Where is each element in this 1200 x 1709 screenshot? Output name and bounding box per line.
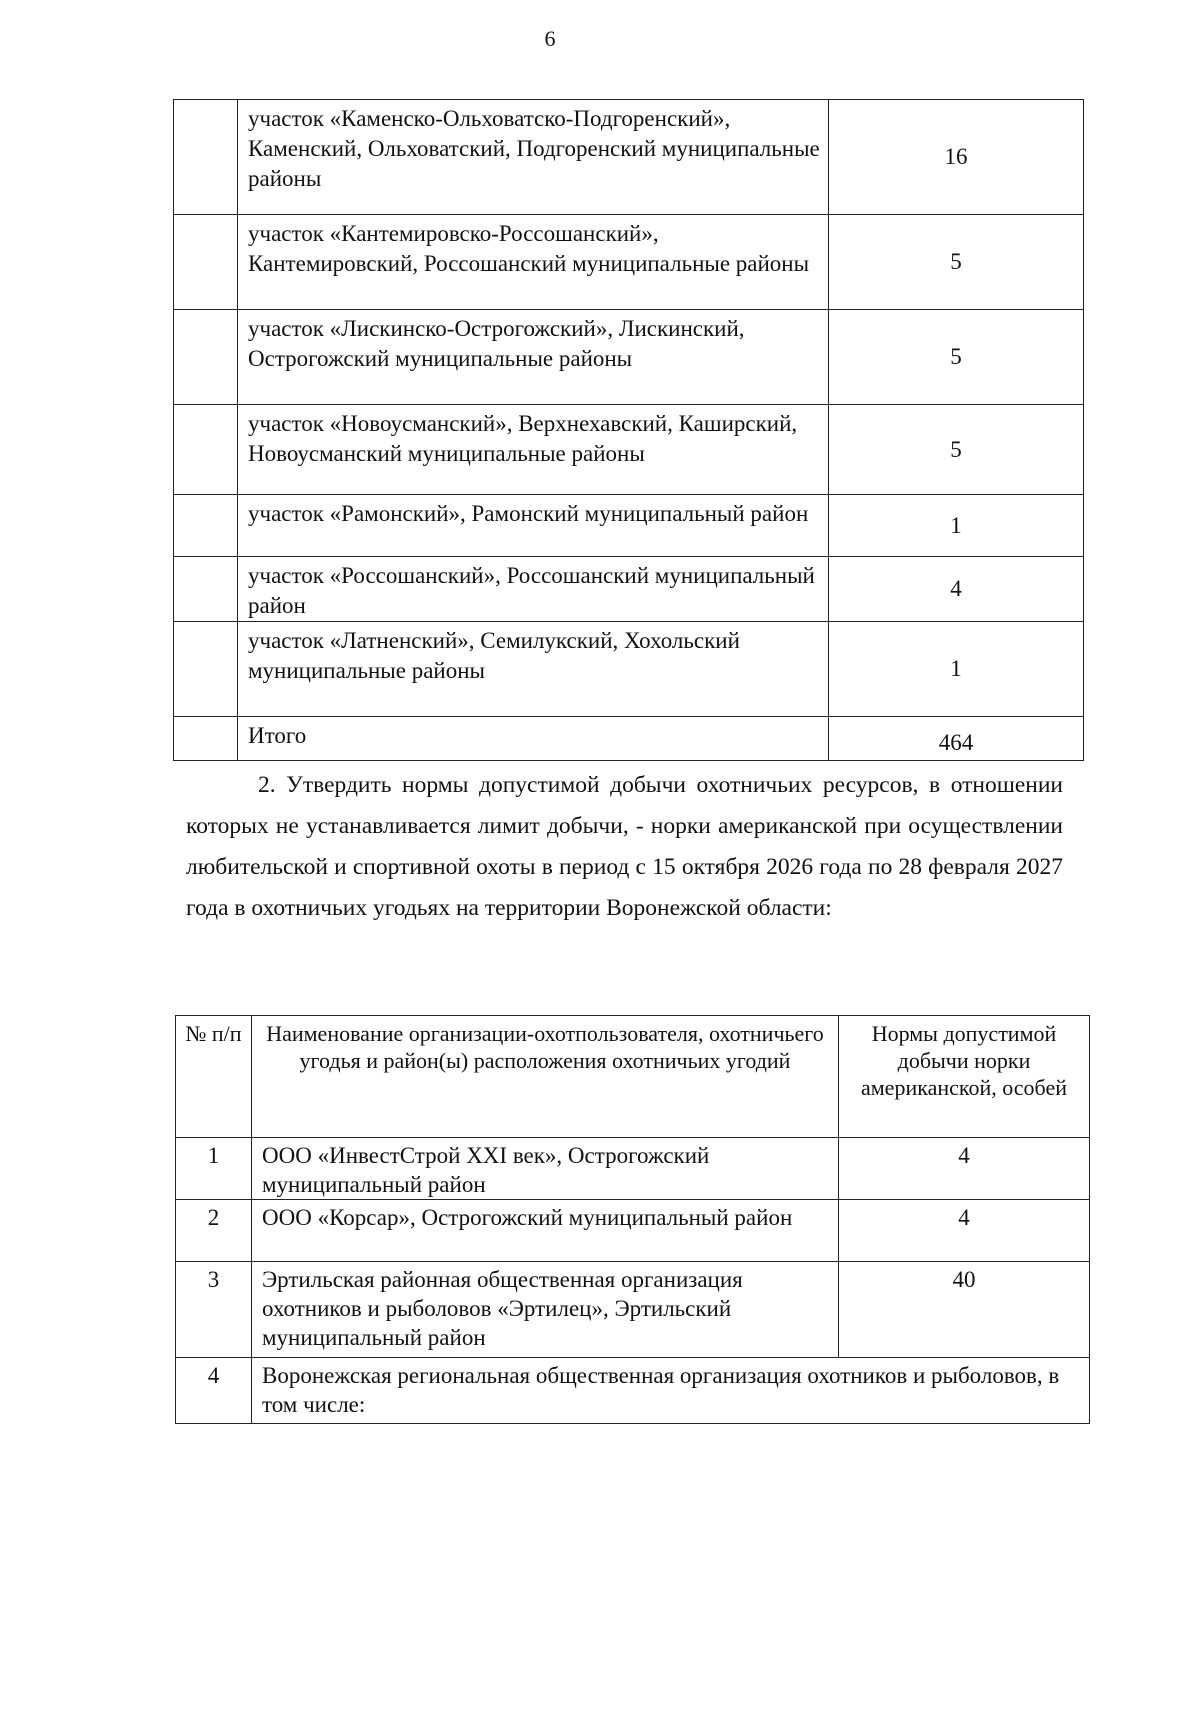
- total-row: [174, 717, 1084, 761]
- norm-value-cell: 40: [839, 1262, 1090, 1358]
- empty-cell: [174, 717, 238, 761]
- org-name-cell: Эртильская районная общественная организация охотников и рыболовов «Эртилец», Эртильский муниципальный район: [252, 1262, 839, 1358]
- area-value-cell: 5: [829, 215, 1084, 310]
- area-value-cell: 4: [829, 557, 1084, 622]
- empty-cell: [174, 495, 238, 557]
- empty-cell: [174, 405, 238, 495]
- row-num: 4: [176, 1358, 252, 1424]
- area-name-cell: участок «Россошанский», Россошанский муниципальный район: [238, 557, 829, 622]
- area-value-cell: 5: [829, 405, 1084, 495]
- row-num: 1: [176, 1138, 252, 1200]
- area-name-cell: участок «Каменско-Ольховатско-Подгоренский», Каменский, Ольховатский, Подгоренский муниципальные районы: [238, 100, 829, 215]
- header-org: Наименование организации-охотпользователя, охотничьего угодья и район(ы) расположения охотничьих угодий: [252, 1016, 839, 1138]
- table-row: [176, 1358, 1090, 1424]
- area-value-cell: 1: [829, 622, 1084, 717]
- empty-cell: [174, 622, 238, 717]
- table-row: [174, 622, 1084, 717]
- norm-value-cell: 4: [839, 1200, 1090, 1262]
- area-name-cell: участок «Рамонский», Рамонский муниципальный район: [238, 495, 829, 557]
- org-name-cell: Воронежская региональная общественная организация охотников и рыболовов, в том числе:: [252, 1358, 1090, 1424]
- org-name-cell: ООО «Корсар», Острогожский муниципальный район: [252, 1200, 839, 1262]
- empty-cell: [174, 310, 238, 405]
- header-norm: Нормы допустимой добычи норки американской, особей: [839, 1016, 1090, 1138]
- hunting-areas-table: [173, 99, 1084, 761]
- org-name-cell: ООО «ИнвестСтрой XXI век», Острогожский муниципальный район: [252, 1138, 839, 1200]
- row-num: 3: [176, 1262, 252, 1358]
- table-row: [174, 405, 1084, 495]
- empty-cell: [174, 557, 238, 622]
- area-name-cell: участок «Новоусманский», Верхнехавский, Каширский, Новоусманский муниципальные районы: [238, 405, 829, 495]
- area-name-cell: участок «Кантемировско-Россошанский», Кантемировский, Россошанский муниципальные районы: [238, 215, 829, 310]
- table-row: [176, 1262, 1090, 1358]
- area-name-cell: участок «Лискинско-Острогожский», Лискинский, Острогожский муниципальные районы: [238, 310, 829, 405]
- empty-cell: [174, 215, 238, 310]
- total-label: Итого: [238, 717, 829, 761]
- total-value: 464: [829, 717, 1084, 761]
- table-row: [174, 495, 1084, 557]
- area-name-cell: участок «Латненский», Семилукский, Хохольский муниципальные районы: [238, 622, 829, 717]
- area-value-cell: 16: [829, 100, 1084, 215]
- table-row: [174, 310, 1084, 405]
- empty-cell: [174, 100, 238, 215]
- header-num: № п/п: [176, 1016, 252, 1138]
- row-num: 2: [176, 1200, 252, 1262]
- page-number: 6: [544, 26, 556, 51]
- area-value-cell: 1: [829, 495, 1084, 557]
- table-row: [176, 1138, 1090, 1200]
- area-value-cell: 5: [829, 310, 1084, 405]
- mink-quota-table: [175, 1015, 1090, 1424]
- table-header-row: [176, 1016, 1090, 1138]
- table-row: [174, 100, 1084, 215]
- table-row: [174, 557, 1084, 622]
- table-row: [174, 215, 1084, 310]
- decree-paragraph: 2. Утвердить нормы допустимой добычи охотничьих ресурсов, в отношении которых не устанавливается лимит добычи, - норки американской при осуществлении любительской и спортивной охоты в период с 15 октября 2026 года по 28 февраля 2027 года в охотничьих угодьях на территории Воронежской области:: [186, 772, 1063, 921]
- norm-value-cell: 4: [839, 1138, 1090, 1200]
- table-row: [176, 1200, 1090, 1262]
